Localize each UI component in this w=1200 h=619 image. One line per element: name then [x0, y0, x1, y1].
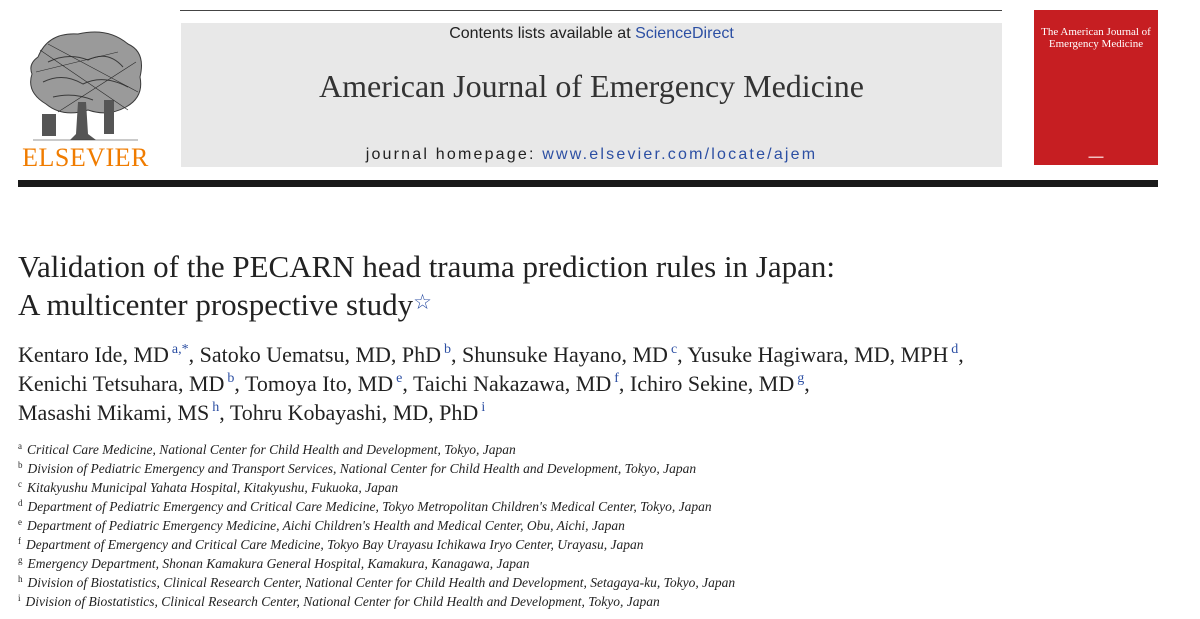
- affiliation-text: Department of Pediatric Emergency Medicine, Aichi Children's Health and Medical Center, Obu, Aichi, Japan: [27, 518, 625, 533]
- affiliation-key: b: [18, 460, 23, 470]
- author-affiliation-link[interactable]: f: [614, 371, 619, 386]
- author-name: Tomoya Ito, MD: [245, 371, 394, 396]
- cover-footer-mark: ▬▬▬: [1088, 155, 1104, 160]
- author-separator: ,: [234, 371, 240, 396]
- affiliation-text: Division of Pediatric Emergency and Transport Services, National Center for Child Health and Development, Tokyo, Japan: [27, 461, 697, 476]
- author-name: Tohru Kobayashi, MD, PhD: [229, 400, 479, 425]
- author: [18, 342, 194, 367]
- affiliation-item: [18, 532, 735, 551]
- author-affiliation-link[interactable]: e: [396, 371, 403, 386]
- title-footnote-star-icon[interactable]: ☆: [413, 290, 432, 314]
- cover-title: The American Journal of Emergency Medicine: [1041, 26, 1151, 50]
- author: [18, 400, 225, 425]
- article-title-line-1: Validation of the PECARN head trauma prediction rules in Japan:: [18, 249, 836, 284]
- affiliations-list: [18, 437, 735, 608]
- journal-title: American Journal of Emergency Medicine: [319, 68, 864, 104]
- author: [462, 342, 683, 367]
- affiliation-key: d: [18, 498, 23, 508]
- affiliation-key: i: [18, 593, 21, 603]
- author: [18, 371, 240, 396]
- author-separator: ,: [451, 342, 457, 367]
- author-name: Yusuke Hagiwara, MD, MPH: [687, 342, 949, 367]
- affiliation-item: [18, 475, 735, 494]
- affiliation-item: [18, 494, 735, 513]
- author-separator: ,: [958, 342, 964, 367]
- contents-line: [181, 25, 1002, 43]
- author-affiliation-link[interactable]: c: [670, 342, 678, 357]
- affiliation-item: [18, 551, 735, 570]
- affiliation-item: [18, 513, 735, 532]
- author-separator: ,: [618, 371, 625, 396]
- affiliation-key: f: [18, 536, 21, 546]
- author-name: Ichiro Sekine, MD: [629, 371, 795, 396]
- author-affiliation-link[interactable]: b: [444, 342, 452, 357]
- author-separator: ,: [677, 342, 683, 367]
- author-separator: ,: [219, 400, 225, 425]
- affiliation-text: Division of Biostatistics, Clinical Research Center, National Center for Child Health and Development, Tokyo, Japan: [25, 594, 660, 609]
- affiliation-item: [18, 589, 735, 608]
- affiliation-item: [18, 437, 735, 456]
- author-affiliation-link[interactable]: h: [212, 400, 220, 415]
- author: [200, 342, 457, 367]
- author-name: Kentaro Ide, MD: [18, 342, 169, 367]
- sciencedirect-link[interactable]: ScienceDirect: [635, 25, 734, 42]
- author-separator: ,: [188, 342, 195, 367]
- author-affiliation-link[interactable]: i: [481, 400, 486, 415]
- affiliation-text: Division of Biostatistics, Clinical Research Center, National Center for Child Health and Development, Setagaya-ku, Tokyo, Japan: [27, 575, 736, 590]
- author-separator: ,: [804, 371, 810, 396]
- affiliation-key: a: [18, 441, 22, 451]
- author-name: Taichi Nakazawa, MD: [413, 371, 612, 396]
- author-line-1: [18, 342, 964, 368]
- affiliation-text: Critical Care Medicine, National Center for Child Health and Development, Tokyo, Japan: [27, 442, 516, 457]
- author-separator: ,: [402, 371, 408, 396]
- header-bottom-rule: [18, 180, 1158, 187]
- author-name: Shunsuke Hayano, MD: [462, 342, 668, 367]
- author-name: Kenichi Tetsuhara, MD: [18, 371, 225, 396]
- elsevier-wordmark: ELSEVIER: [22, 143, 149, 172]
- affiliation-text: Department of Pediatric Emergency and Critical Care Medicine, Tokyo Metropolitan Children's Medical Center, Tokyo, Japan: [27, 499, 712, 514]
- article-title-line-2: [18, 287, 432, 323]
- affiliation-key: h: [18, 574, 23, 584]
- homepage-prefix: journal homepage:: [365, 146, 543, 163]
- author: [413, 371, 624, 396]
- author: [230, 400, 485, 425]
- affiliation-key: c: [18, 479, 22, 489]
- article-title-text: A multicenter prospective study: [18, 287, 414, 322]
- contents-prefix: Contents lists available at: [449, 25, 636, 42]
- header-top-rule: [180, 10, 1002, 11]
- author-affiliation-link[interactable]: d: [951, 342, 959, 357]
- affiliation-key: e: [18, 517, 22, 527]
- affiliation-text: Department of Emergency and Critical Care Medicine, Tokyo Bay Urayasu Ichikawa Iryo Center, Urayasu, Japan: [26, 537, 644, 552]
- affiliation-item: [18, 570, 735, 589]
- author-line-3: [18, 400, 485, 426]
- author-name: Masashi Mikami, MS: [18, 400, 210, 425]
- affiliation-item: [18, 456, 735, 475]
- affiliation-text: Kitakyushu Municipal Yahata Hospital, Kitakyushu, Fukuoka, Japan: [27, 480, 399, 495]
- author-affiliation-link[interactable]: a,*: [171, 342, 189, 357]
- homepage-line: [181, 146, 1002, 164]
- author-name: Satoko Uematsu, MD, PhD: [199, 342, 442, 367]
- author-affiliation-link[interactable]: g: [797, 371, 805, 386]
- affiliation-key: g: [18, 555, 23, 565]
- author-affiliation-link[interactable]: b: [227, 371, 235, 386]
- homepage-link[interactable]: www.elsevier.com/locate/ajem: [542, 146, 818, 163]
- author: [245, 371, 408, 396]
- affiliation-text: Emergency Department, Shonan Kamakura General Hospital, Kamakura, Kanagawa, Japan: [27, 556, 530, 571]
- author: [687, 342, 963, 367]
- author-line-2: [18, 371, 810, 397]
- author: [630, 371, 810, 396]
